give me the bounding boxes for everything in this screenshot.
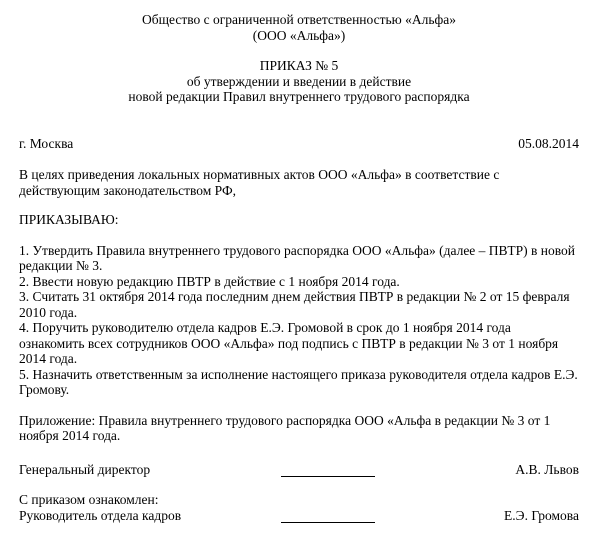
city-date-row [19,136,579,152]
hr-head-title: Руководитель отдела кадров [19,507,182,523]
order-item-1: 1. Утвердить Правила внутреннего трудового распорядка ООО «Альфа» (далее – ПВТР) в новой редакции № 3. [19,242,575,273]
director-signature-line [281,463,375,478]
preamble-paragraph: В целях приведения локальных нормативных актов ООО «Альфа» в соответствие с действующим законодательством РФ, [19,167,500,198]
hr-head-signature-line [281,509,375,524]
director-name: А.В. Львов [515,461,579,477]
order-items [19,243,579,398]
order-number-line: ПРИКАЗ № 5 [259,58,339,73]
director-signature-row [19,462,579,478]
order-subject-line-2: новой редакции Правил внутреннего трудового распорядка [128,89,470,104]
company-name-line: Общество с ограниченной ответственностью «Альфа» [142,12,456,27]
order-item-4: 4. Поручить руководителю отдела кадров Е.Э. Громовой в срок до 1 ноября 2014 года ознакомить всех сотрудников ООО «Альфа» под подпись с ПВТР в редакции № 3 от 1 ноября 2014 года. [19,320,559,366]
order-verb: ПРИКАЗЫВАЮ: [19,212,119,227]
hr-head-name: Е.Э. Громова [504,507,579,523]
acknowledgement-block [19,492,579,523]
order-title [19,58,579,105]
acknowledgement-label: С приказом ознакомлен: [19,492,159,507]
company-short-name-line: (ООО «Альфа») [252,27,346,43]
company-header [19,12,579,43]
order-item-2: 2. Ввести новую редакцию ПВТР в действие с 1 ноября 2014 года. [19,273,400,289]
director-title: Генеральный директор [19,461,151,477]
date-label: 05.08.2014 [518,135,579,151]
hr-head-signature-row [19,508,579,524]
order-item-3: 3. Считать 31 октября 2014 года последним днем действия ПВТР в редакции № 2 от 15 февраля 2010 года. [19,289,570,320]
order-subject-line-1: об утверждении и введении в действие [186,73,412,89]
city-label: г. Москва [19,135,74,151]
order-item-5: 5. Назначить ответственным за исполнение настоящего приказа руководителя отдела кадров Е.Э. Громову. [19,366,578,397]
attachment-paragraph: Приложение: Правила внутреннего трудового распорядка ООО «Альфа в редакции № 3 от 1 ноября 2014 года. [19,412,551,443]
